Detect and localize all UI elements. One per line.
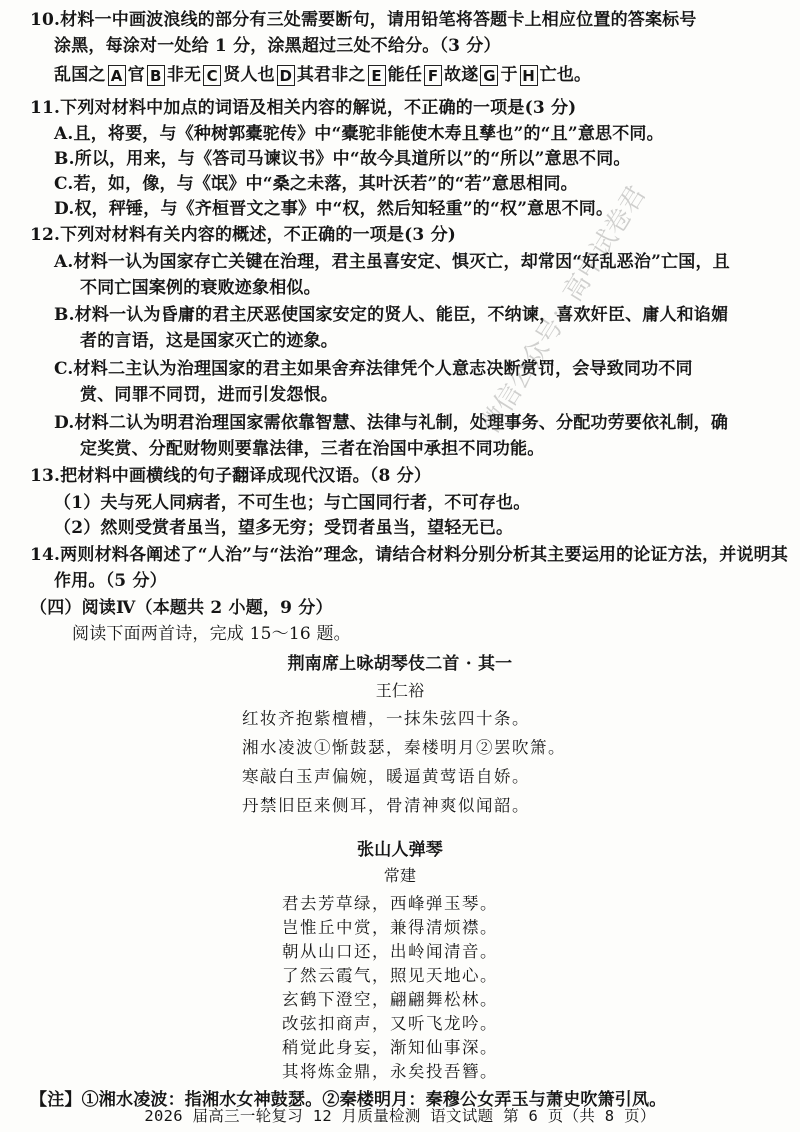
poem1-author: 王仁裕 [375, 681, 425, 700]
q10-box-f: F [424, 65, 442, 86]
q10-seg-text: 乱国之 [54, 65, 106, 85]
q10-seg-text: 亡也。 [539, 65, 592, 85]
q10-seg-text: 贤人也 [223, 65, 275, 85]
poem2-line: 改弦扣商声，又听飞龙吟。 [282, 1014, 498, 1033]
q10-box-g: G [480, 65, 498, 86]
q11-option-c: C.若，如，像，与《氓》中“桑之未落，其叶沃若”的“若”意思相同。 [54, 174, 578, 194]
q12-option-d-line1: D.材料二认为明君治理国家需依靠智慧、法律与礼制，处理事务、分配功劳要依礼制，确 [54, 413, 729, 433]
annotation-note: 【注】①湘水凌波：指湘水女神鼓瑟。②秦楼明月：秦穆公女弄玉与萧史吹箫引凤。 [30, 1090, 667, 1110]
section4-intro: 阅读下面两首诗，完成 15～16 题。 [72, 624, 351, 644]
q10-seg-text: 官 [127, 65, 145, 85]
q10-line1: 10.材料一中画波浪线的部分有三处需要断句，请用铅笔将答题卡上相应位置的答案标号 [30, 10, 697, 30]
q12-stem: 12.下列对材料有关内容的概述，不正确的一项是(3 分) [30, 225, 457, 245]
q12-option-b-line2: 者的言语，这是国家灭亡的迹象。 [80, 331, 338, 351]
q10-seg-text: 能任 [387, 65, 423, 85]
poem2-line: 岂惟丘中赏，兼得清烦襟。 [282, 918, 498, 937]
poem2-line: 朝从山口还，出岭闻清音。 [282, 942, 498, 961]
q11-option-b: B.所以，用来，与《答司马谏议书》中“故今具道所以”的“所以”意思不同。 [54, 149, 631, 169]
poem2-author: 常建 [383, 866, 417, 885]
poem1-title: 荆南席上咏胡琴伎二首 · 其一 [287, 654, 513, 674]
poem2-line: 稍觉此身妄，渐知仙事深。 [282, 1038, 498, 1057]
poem2-line: 玄鹤下澄空，翩翩舞松林。 [282, 990, 498, 1009]
q13-item-1: （1）夫与死人同病者，不可生也；与亡国同行者，不可存也。 [54, 493, 531, 513]
poem2-line: 了然云霞气，照见天地心。 [282, 966, 498, 985]
poem2-line: 君去芳草绿，西峰弹玉琴。 [282, 894, 498, 913]
poem1-line: 丹禁旧臣来侧耳，骨清神爽似闻韶。 [242, 796, 530, 815]
poem2-title: 张山人弹琴 [357, 840, 443, 860]
q10-box-c: C [203, 65, 221, 86]
q10-box-b: B [147, 65, 165, 86]
q10-seg-text: 于 [500, 65, 518, 85]
poem1-line: 寒敲白玉声偏婉，暖逼黄莺语自娇。 [242, 767, 530, 786]
q14-line1: 14.两则材料各阐述了“人治”与“法治”理念，请结合材料分别分析其主要运用的论证方法，并说明其 [30, 545, 789, 565]
q11-option-d: D.权，秤锤，与《齐桓晋文之事》中“权，然后知轻重”的“权”意思不同。 [54, 199, 614, 219]
q11-option-a: A.且，将要，与《种树郭橐驼传》中“橐驼非能使木寿且孳也”的“且”意思不同。 [54, 124, 664, 144]
section4-heading: （四）阅读Ⅳ（本题共 2 小题，9 分） [30, 598, 333, 618]
q10-segment-boxes [54, 62, 591, 88]
q11-stem: 11.下列对材料中加点的词语及相关内容的解说，不正确的一项是(3 分) [30, 98, 577, 118]
q10-sentence [54, 62, 780, 88]
q10-seg-text: 其君非之 [296, 65, 366, 85]
q12-option-a-line1: A.材料一认为国家存亡关键在治理，君主虽喜安定、惧灭亡，却常因“好乱恶治”亡国，且 [54, 252, 730, 272]
q12-option-c-line2: 赏、同罪不同罚，进而引发怨恨。 [80, 385, 338, 405]
poem1-line: 湘水凌波①惭鼓瑟，秦楼明月②罢吹箫。 [242, 738, 566, 757]
q14-line2: 作用。（5 分） [54, 571, 167, 591]
q12-option-d-line2: 定奖赏、分配财物则要靠法律，三者在治国中承担不同功能。 [80, 439, 545, 459]
q12-option-b-line1: B.材料一认为昏庸的君主厌恶使国家安定的贤人、能臣，不纳谏，喜欢奸臣、庸人和谄媚 [54, 305, 729, 325]
q13-item-2: （2）然则受赏者虽当，望多无穷；受罚者虽当，望轻无已。 [54, 518, 514, 538]
q10-seg-text: 故遂 [444, 65, 479, 85]
q10-box-e: E [368, 65, 386, 86]
q10-seg-text: 非无 [166, 65, 202, 85]
q10-box-d: D [277, 65, 295, 86]
poem2-line: 其将炼金鼎，永矣投吾簪。 [282, 1062, 498, 1081]
q12-option-c-line1: C.材料二主认为治理国家的君主如果舍弃法律凭个人意志决断赏罚，会导致同功不同 [54, 359, 693, 379]
q13-stem: 13.把材料中画横线的句子翻译成现代汉语。（8 分） [30, 466, 432, 486]
q10-box-h: H [520, 65, 538, 86]
q10-line2: 涂黑，每涂对一处给 1 分，涂黑超过三处不给分。（3 分） [54, 36, 501, 56]
page-footer: 2026 届高三一轮复习 12 月质量检测 语文试题 第 6 页（共 8 页） [144, 1107, 656, 1125]
poem1-line: 红妆齐抱紫檀槽，一抹朱弦四十条。 [242, 709, 530, 728]
watermark-stamp: 微信公众号：高中试卷君 [475, 180, 653, 440]
q10-box-a: A [108, 65, 126, 86]
q12-option-a-line2: 不同亡国案例的衰败迹象相似。 [80, 278, 321, 298]
